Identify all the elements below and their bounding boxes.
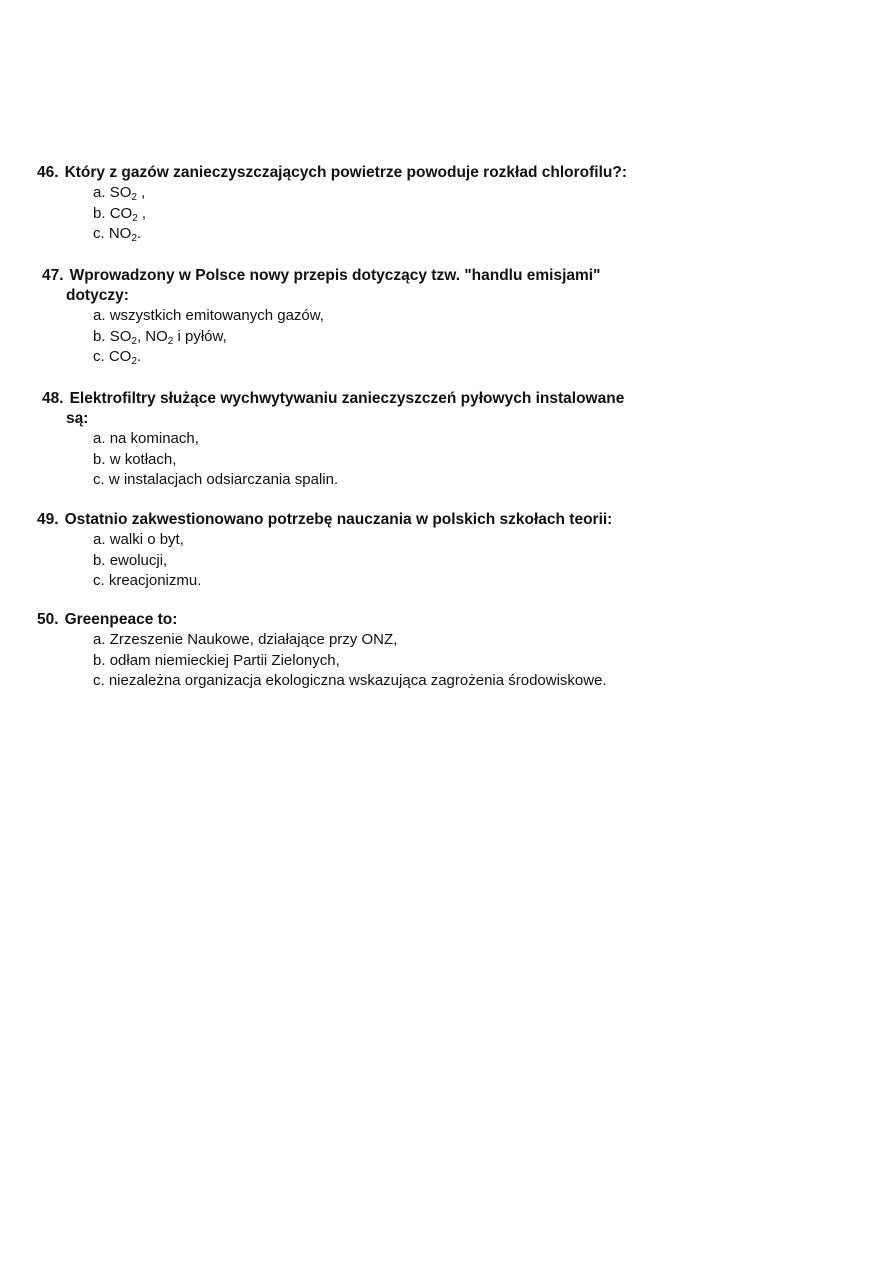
question-text-continued: dotyczy: (66, 287, 129, 304)
formula-subscript: 2 (131, 192, 137, 203)
question-heading (37, 610, 737, 630)
answer-list (93, 630, 737, 692)
question-46 (37, 163, 737, 245)
answer-a (93, 429, 742, 450)
answer-c (93, 571, 737, 592)
formula-subscript-2: 2 (167, 335, 174, 347)
question-text-continued: są: (66, 410, 89, 427)
question-text: Elektrofiltry służące wychwytywaniu zanieczyszczeń pyłowych instalowane (69, 390, 625, 407)
question-47 (42, 266, 742, 368)
answer-letter: c. (93, 225, 105, 242)
answer-letter: c. (93, 471, 105, 488)
answer-list (93, 530, 737, 592)
answer-c (93, 470, 742, 491)
answer-b (93, 204, 737, 225)
answer-letter: b. (93, 551, 106, 569)
answer-letter: a. (93, 184, 106, 201)
answer-text: na kominach, (109, 430, 199, 447)
answer-b (93, 450, 742, 471)
question-heading (42, 266, 742, 286)
formula-base: SO (109, 184, 132, 201)
answer-suffix: , (136, 184, 146, 201)
answer-c (93, 224, 737, 245)
formula-subscript: 2 (131, 335, 137, 347)
answer-b (93, 327, 742, 348)
answer-text: Zrzeszenie Naukowe, działające przy ONZ, (109, 631, 398, 648)
answer-a (93, 183, 737, 204)
question-heading (37, 510, 737, 530)
question-text: Greenpeace to: (64, 611, 178, 628)
answer-text: kreacjonizmu. (108, 572, 202, 589)
answer-letter: c. (93, 348, 105, 365)
answer-text: ewolucji, (109, 551, 168, 569)
question-49 (37, 510, 737, 592)
question-50 (37, 610, 737, 692)
question-number: 46. (37, 164, 59, 181)
answer-text: wszystkich emitowanych gazów, (109, 307, 324, 324)
formula-base-2: , NO (136, 327, 168, 345)
answer-a (93, 306, 742, 327)
question-number: 48. (42, 390, 64, 407)
answer-c (93, 671, 737, 692)
formula-base: SO (109, 327, 132, 345)
answer-suffix: . (136, 225, 142, 242)
answer-letter: b. (93, 204, 106, 222)
answer-suffix: . (136, 348, 142, 365)
formula-base: CO (109, 204, 133, 222)
question-text: Wprowadzony w Polsce nowy przepis dotyczący tzw. "handlu emisjami" (69, 267, 601, 284)
formula-base: CO (108, 348, 132, 365)
answer-letter: a. (93, 631, 106, 648)
question-number: 49. (37, 511, 59, 528)
formula-base: NO (108, 225, 132, 242)
answer-letter: b. (93, 651, 106, 669)
formula-subscript: 2 (131, 233, 137, 244)
question-48 (42, 389, 742, 491)
answer-text: walki o byt, (109, 531, 184, 548)
answer-b (93, 651, 737, 672)
answer-a (93, 630, 737, 651)
question-number: 50. (37, 611, 59, 628)
answer-list (93, 306, 742, 368)
answer-c (93, 347, 742, 368)
question-text: Ostatnio zakwestionowano potrzebę nauczania w polskich szkołach teorii: (64, 511, 613, 528)
answer-b (93, 551, 737, 572)
question-number: 47. (42, 267, 64, 284)
answer-letter: a. (93, 430, 106, 447)
answer-text: niezależna organizacja ekologiczna wskazująca zagrożenia środowiskowe. (108, 672, 607, 689)
answer-letter: b. (93, 450, 106, 468)
answer-letter: a. (93, 531, 106, 548)
answer-text: w kotłach, (109, 450, 177, 468)
question-text: Który z gazów zanieczyszczających powietrze powoduje rozkład chlorofilu?: (64, 164, 627, 181)
answer-letter: b. (93, 327, 106, 345)
answer-text: odłam niemieckiej Partii Zielonych, (109, 651, 340, 669)
answer-text: w instalacjach odsiarczania spalin. (108, 471, 339, 488)
question-heading (42, 389, 742, 409)
answer-letter: c. (93, 672, 105, 689)
answer-list (93, 183, 737, 245)
answer-a (93, 530, 737, 551)
answer-list (93, 429, 742, 491)
formula-subscript: 2 (131, 356, 137, 367)
answer-suffix: i pyłów, (173, 327, 227, 345)
formula-subscript: 2 (132, 212, 138, 224)
question-heading (37, 163, 737, 183)
answer-letter: c. (93, 572, 105, 589)
answer-letter: a. (93, 307, 106, 324)
answer-suffix: , (137, 204, 147, 222)
